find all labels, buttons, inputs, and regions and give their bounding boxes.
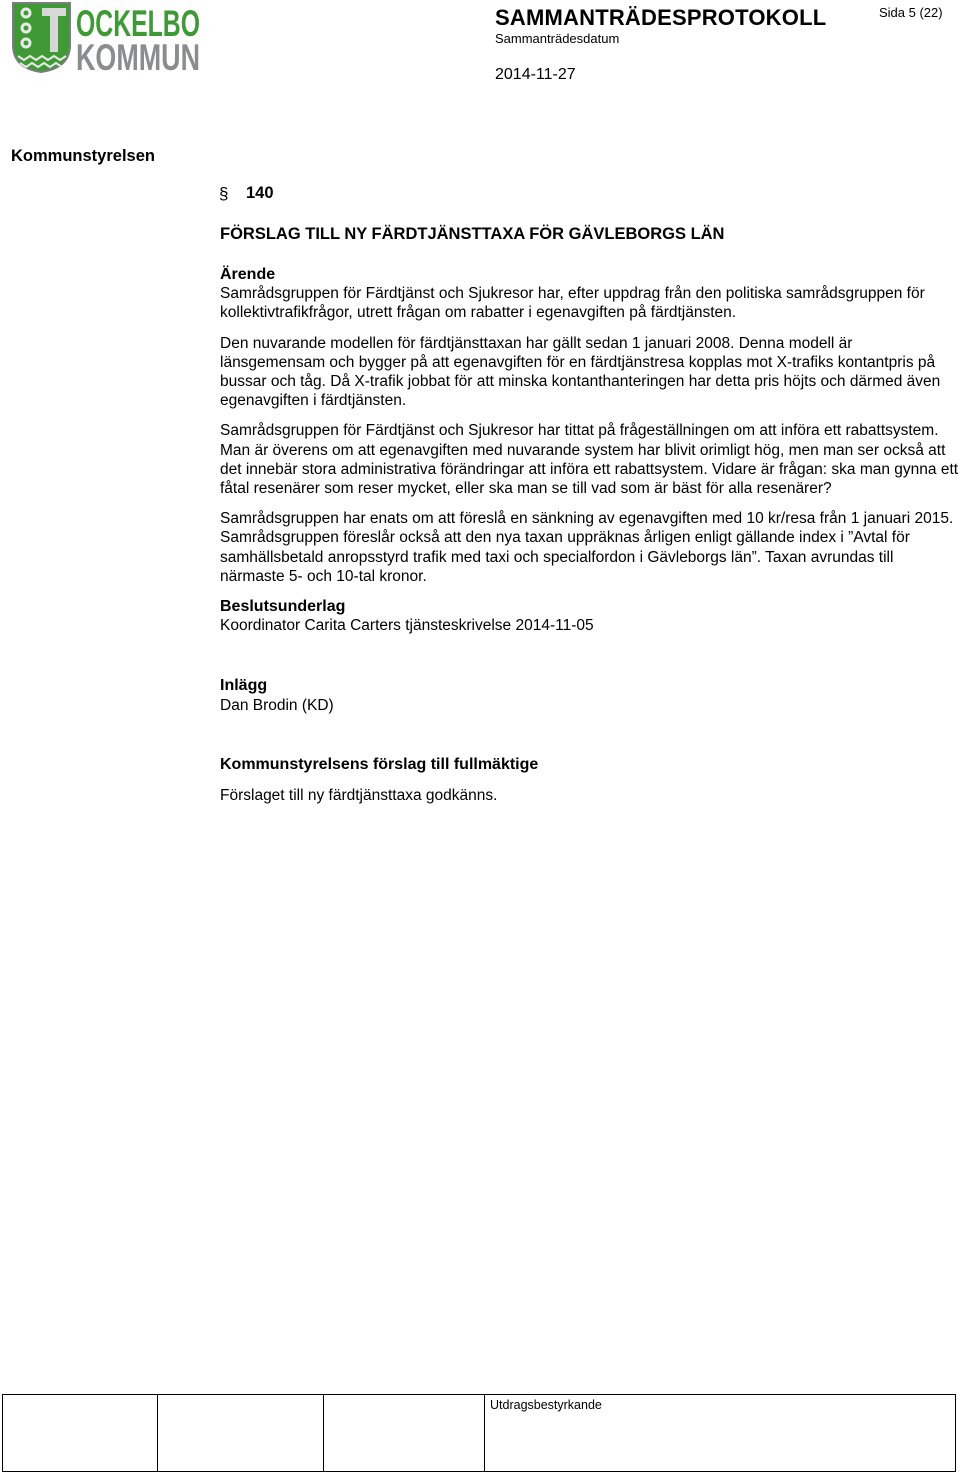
inlagg-text: Dan Brodin (KD) <box>220 696 334 714</box>
signature-table <box>2 1394 956 1472</box>
municipality-logo <box>10 0 202 78</box>
arende-heading: Ärende <box>220 266 276 283</box>
logo-text-ockelbo: OCKELBO <box>76 3 200 44</box>
paragraph-sign: § <box>219 184 229 203</box>
organ-name: Kommunstyrelsen <box>11 147 155 165</box>
arende-paragraph-1: Samrådsgruppen för Färdtjänst och Sjukresor har, efter uppdrag från den politiska samrådsgruppen för kollektivtrafikfrågor, utrett frågan om rabatter i egenavgiften på färdtjänsten. <box>220 285 925 322</box>
extract-certification-label: Utdragsbestyrkande <box>490 1398 602 1412</box>
extract-certification-cell <box>485 1395 957 1471</box>
meeting-date-value: 2014-11-27 <box>495 66 576 83</box>
arende-paragraph-3: Samrådsgruppen för Färdtjänst och Sjukresor har tittat på frågeställningen om att införa ett rabattsystem. Man är överens om att egenavgiften med nuvarande system har blivit orimligt hög, men man ser också att det innebär stora administrativa förändringar att införa ett rabattsystem. Vidare är frågan: ska man gynna ett fåtal resenärer som reser mycket, eller ska man se till vad som är bäst för alla resenärer? <box>220 422 959 498</box>
arende-paragraph-4: Samrådsgruppen har enats om att föreslå en sänkning av egenavgiften med 10 kr/resa från 1 januari 2015. Samrådsgruppen föreslår också att den nya taxan uppräknas årligen enligt gällande index i ”Avtal för samhällsbetald anropsstyrd trafik med taxi och specialfordon i Gävleborgs län”. Taxan avrundas till närmaste 5- och 10-tal kronor. <box>220 510 954 585</box>
signature-cell <box>324 1395 485 1471</box>
item-content <box>220 265 960 805</box>
item-title: FÖRSLAG TILL NY FÄRDTJÄNSTTAXA FÖR GÄVLEBORGS LÄN <box>220 225 725 243</box>
signature-cell <box>158 1395 324 1471</box>
paragraph-number: 140 <box>246 184 274 202</box>
proposal-text: Förslaget till ny färdtjänsttaxa godkänns. <box>220 787 498 805</box>
signature-cell <box>3 1395 158 1471</box>
beslutsunderlag-heading: Beslutsunderlag <box>220 598 346 616</box>
inlagg-heading: Inlägg <box>220 677 268 695</box>
beslutsunderlag-text: Koordinator Carita Carters tjänsteskrivelse 2014-11-05 <box>220 617 594 635</box>
proposal-heading: Kommunstyrelsens förslag till fullmäktige <box>220 755 539 773</box>
logo-text-kommun: KOMMUN <box>76 37 200 78</box>
protocol-title: SAMMANTRÄDESPROTOKOLL <box>495 5 827 30</box>
arende-paragraph-2: Den nuvarande modellen för färdtjänsttaxan har gällt sedan 1 januari 2008. Denna modell är länsgemensam och bygger på att egenavgiften för en färdtjänstresa kopplas mot X-trafiks kontantpris på bussar och tåg. Då X-trafik jobbat för att minska kontanthanteringen har detta pris höjts och därmed även egenavgiften i färdtjänsten. <box>220 334 941 410</box>
page-number: Sida 5 (22) <box>879 5 943 20</box>
meeting-date-label: Sammanträdesdatum <box>495 31 620 46</box>
